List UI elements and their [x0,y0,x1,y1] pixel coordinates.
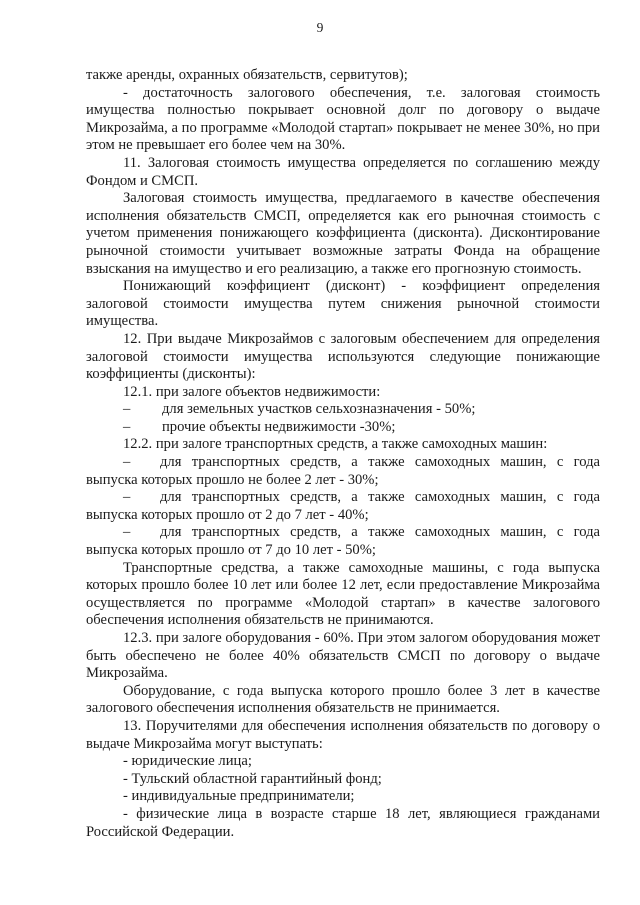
paragraph-text: Залоговая стоимость имущества, предлагаемого в качестве обеспечения исполнения обязательств СМСП, определяется как его рыночная стоимость с учетом применения понижающего коэффициента (дисконта). Дисконтирование рыночной стоимости учитывает возможные затраты Фонда на обращение взыскания на имущество и его реализацию, а также его прогнозную стоимость. [86,190,600,277]
paragraph-text: для транспортных средств, а также самоходных машин, с года выпуска которых прошло от 2 до 7 лет - 40%; [86,489,600,523]
paragraph-text: - Тульский областной гарантийный фонд; [123,770,382,787]
paragraph-text: 12. При выдаче Микрозаймов с залоговым обеспечением для определения залоговой стоимости имущества используются следующие понижающие коэффициенты (дисконты): [86,330,600,383]
paragraph [86,771,600,789]
paragraph-text: 12.2. при залоге транспортных средств, а также самоходных машин: [123,436,548,453]
page-number: 9 [316,20,324,35]
dash-marker: – [123,401,131,418]
paragraph-text: - индивидуальные предприниматели; [123,788,355,805]
document-body [86,67,600,841]
paragraph [86,384,600,402]
paragraph [86,155,600,190]
paragraph-text: для земельных участков сельхозназначения - 50%; [162,401,476,418]
paragraph-text: 11. Залоговая стоимость имущества определяется по соглашению между Фондом и СМСП. [86,154,600,189]
paragraph [86,806,600,841]
paragraph [86,436,600,454]
paragraph-text: Понижающий коэффициент (дисконт) - коэффициент определения залоговой стоимости имущества путем снижения рыночной стоимости имущества. [86,278,600,330]
dash-marker: – [123,454,131,471]
paragraph [86,524,600,559]
paragraph [86,560,600,630]
paragraph [86,788,600,806]
paragraph-text: также аренды, охранных обязательств, сервитутов); [86,67,408,83]
paragraph-text: прочие объекты недвижимости -30%; [162,418,396,435]
paragraph-text: 13. Поручителями для обеспечения исполнения обязательств по договору о выдаче Микрозайма могут выступать: [86,717,600,752]
paragraph-text: - юридические лица; [123,753,252,770]
dash-marker: – [123,418,131,435]
paragraph [86,67,600,85]
paragraph [86,401,600,419]
paragraph [86,331,600,384]
paragraph [86,630,600,683]
paragraph-text: Оборудование, с года выпуска которого прошло более 3 лет в качестве залогового обеспечения исполнения обязательств не принимается. [86,682,600,717]
paragraph-text: - физические лица в возрасте старше 18 лет, являющиеся гражданами Российской Федерации. [86,805,600,840]
paragraph-text: для транспортных средств, а также самоходных машин, с года выпуска которых прошло от 7 до 10 лет - 50%; [86,524,600,559]
paragraph-text: - достаточность залогового обеспечения, т.е. залоговая стоимость имущества полностью покрывает основной долг по договору о выдаче Микрозайма, а по программе «Молодой стартап» покрывает не менее 30%, но при этом не превышает его более чем на 30%. [86,84,600,154]
paragraph [86,718,600,753]
paragraph [86,683,600,718]
paragraph [86,190,600,278]
paragraph [86,419,600,437]
paragraph-text: Транспортные средства, а также самоходные машины, с года выпуска которых прошло более 10 лет или более 12 лет, если предоставление Микрозайма осуществляется по программе «Молодой стартап» в качестве залогового обеспечения исполнения обязательств не принимаются. [86,559,600,629]
paragraph [86,753,600,771]
paragraph-text: 12.1. при залоге объектов недвижимости: [123,383,381,400]
paragraph [86,454,600,489]
paragraph-text: для транспортных средств, а также самоходных машин, с года выпуска которых прошло не более 2 лет - 30%; [86,454,600,488]
dash-marker: – [123,489,131,506]
paragraph [86,278,600,331]
dash-marker: – [123,524,131,541]
paragraph [86,85,600,155]
paragraph [86,489,600,524]
paragraph-text: 12.3. при залоге оборудования - 60%. При этом залогом оборудования может быть обеспечено не более 40% обязательств СМСП по договору о выдаче Микрозайма. [86,630,600,682]
